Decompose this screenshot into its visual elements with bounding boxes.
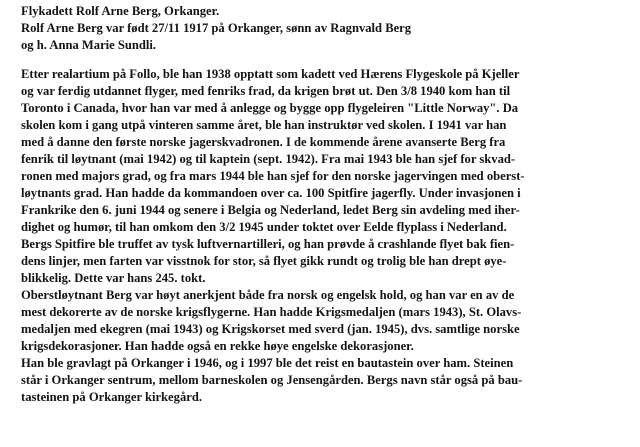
body-line: Etter realartium på Follo, ble han 1938 opptatt som kadett ved Hærens Flygeskole på Kjeller: [21, 67, 520, 81]
body-line: tasteinen på Orkanger kirkegård.: [21, 390, 202, 404]
header-title: Flykadett Rolf Arne Berg, Orkanger.: [21, 4, 220, 18]
body-line: ronen med majors grad, og fra mars 1944 ble han sjef for den norske jagervingen med oberst-: [21, 169, 525, 183]
body-line: dens linjer, men farten var visstnok for stor, så flyet gikk rundt og trolig ble han drept øye-: [21, 254, 507, 268]
body-line: står i Orkanger sentrum, mellom barneskolen og Jensengården. Bergs navn står også på bau-: [21, 373, 523, 387]
body-line: Bergs Spitfire ble truffet av tysk luftvernartilleri, og han prøvde å crashlande flyet bak fien-: [21, 237, 515, 251]
body-line: medaljen med ekegren (mai 1943) og Krigskorset med sverd (jan. 1945), dvs. samtlige norske: [21, 322, 520, 336]
body-line: med å danne den første norske jagerskvadronen. I de kommende årene avanserte Berg fra: [21, 135, 506, 149]
body-line: blikkelig. Dette var hans 245. tokt.: [21, 271, 206, 285]
body-line: og var ferdig utdannet flyger, med fenriks frad, da krigen brøt ut. Den 3/8 1940 kom han til: [21, 84, 511, 98]
body-line: krigsdekorasjoner. Han hadde også en rekke høye engelske dekorasjoner.: [21, 339, 414, 353]
body-line: dighet og humør, til han omkom den 3/2 1945 under toktet over Eelde flyplass i Nederland.: [21, 220, 507, 234]
body-line: Oberstløytnant Berg var høyt anerkjent både fra norsk og engelsk hold, og han var en av de: [21, 288, 515, 302]
header-line: og h. Anna Marie Sundli.: [21, 38, 157, 52]
body-line: fenrik til løytnant (mai 1942) og til kaptein (sept. 1942). Fra mai 1943 ble han sjef for skvad-: [21, 152, 516, 166]
body-line: løytnants grad. Han hadde da kommandoen over ca. 100 Spitfire jagerfly. Under invasjonen i: [21, 186, 521, 200]
header-line: Rolf Arne Berg var født 27/11 1917 på Orkanger, sønn av Ragnvald Berg: [21, 21, 412, 35]
body-line: mest dekorerte av de norske krigsflygerne. Han hadde Krigsmedaljen (mars 1943), St. Olavs-: [21, 305, 522, 319]
body-line: Toronto i Canada, hvor han var med å anlegge og bygge opp flygeleiren "Little Norway". Da: [21, 101, 519, 115]
body-line: Frankrike den 6. juni 1944 og senere i Belgia og Nederland, ledet Berg sin avdeling med iher-: [21, 203, 520, 217]
body-line: skolen kom i gang utpå vinteren samme året, ble han instruktør ved skolen. I 1941 var han: [21, 118, 507, 132]
body-line: Han ble gravlagt på Orkanger i 1946, og i 1997 ble det reist en bautastein over ham. Steinen: [21, 356, 514, 370]
